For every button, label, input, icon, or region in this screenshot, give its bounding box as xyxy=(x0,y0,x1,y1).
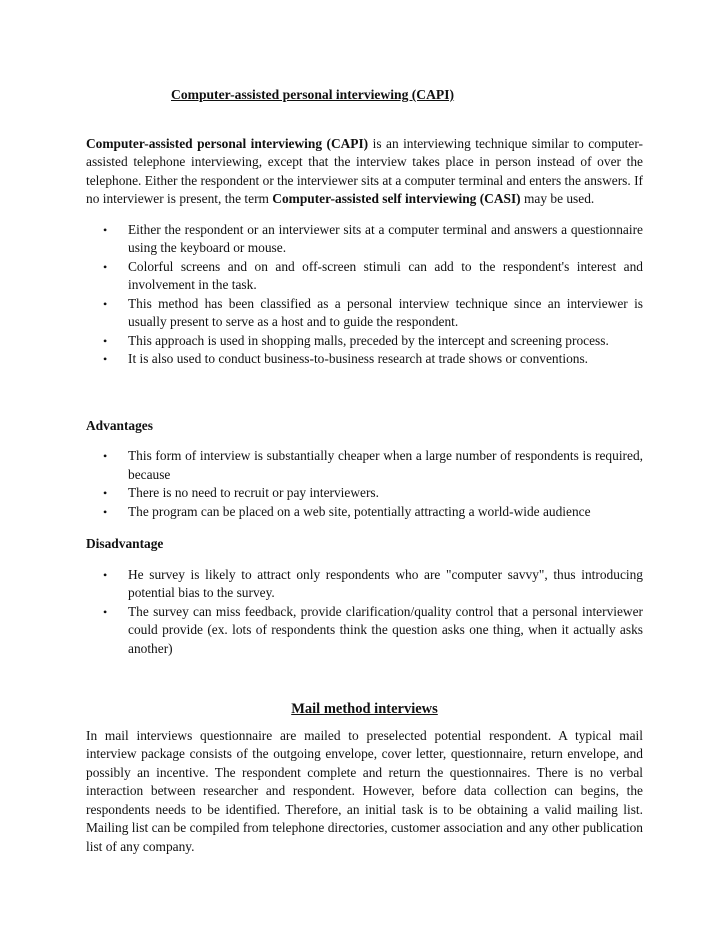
casi-term: Computer-assisted self interviewing (CASI) xyxy=(272,191,521,206)
list-item xyxy=(86,258,643,295)
list-item-text: He survey is likely to attract only respondents who are "computer savvy", thus introducing potential bias to the survey. xyxy=(128,566,643,600)
list-item-text: This form of interview is substantially cheaper when a large number of respondents is required, because xyxy=(128,448,643,482)
disadvantage-list xyxy=(86,566,643,659)
mail-title: Mail method interviews xyxy=(291,701,438,717)
list-item xyxy=(86,221,643,258)
list-item-text: The survey can miss feedback, provide clarification/quality control that a personal interviewer could provide (ex. lots of respondents think the question asks one thing, when it actually asks another) xyxy=(128,603,643,656)
capi-intro-text-1: is an interviewing technique similar to computer-assisted telephone interviewing, except that the interview takes place in person instead of over the telephone. Either the respondent or the interviewer sits at a computer terminal and enters the answers. If no interviewer is present, the term xyxy=(86,135,643,206)
bullet-icon: • xyxy=(103,449,108,463)
capi-intro-text-2: may be used. xyxy=(520,191,595,206)
capi-term: Computer-assisted personal interviewing (CAPI) xyxy=(86,135,369,151)
list-item-text: Either the respondent or an interviewer sits at a computer terminal and answers a questionnaire using the keyboard or mouse. xyxy=(128,221,643,255)
bullet-icon: • xyxy=(103,504,108,519)
capi-title: Computer-assisted personal interviewing (CAPI) xyxy=(171,87,455,102)
bullet-icon: • xyxy=(103,486,108,500)
bullet-icon: • xyxy=(103,296,108,311)
list-item xyxy=(86,295,643,332)
bullet-icon: • xyxy=(103,259,108,274)
list-item-text: This approach is used in shopping malls, preceded by the intercept and screening process. xyxy=(128,332,609,348)
list-item-text: Colorful screens and on and off-screen stimuli can add to the respondent's interest and involvement in the task. xyxy=(128,258,643,292)
list-item xyxy=(86,503,643,522)
list-item-text: This method has been classified as a personal interview technique since an interviewer is usually present to serve as a host and to guide the respondent. xyxy=(128,295,643,329)
list-item xyxy=(86,484,643,503)
mail-paragraph: In mail interviews questionnaire are mailed to preselected potential respondent. A typical mail interview package consists of the outgoing envelope, cover letter, questionnaire, return envelope, and possibly an incentive. The respondent complete and return the questionnaires. There is no verbal interaction between researcher and respondent. However, before data collection can begins, the respondents needs to be identified. Therefore, an initial task is to be obtaining a valid mailing list. Mailing list can be compiled from telephone directories, customer association and any other publication list of any company. xyxy=(86,727,643,854)
list-item-text: There is no need to recruit or pay interviewers. xyxy=(128,485,379,500)
advantages-list xyxy=(86,447,643,521)
list-item xyxy=(86,447,643,484)
list-item-text: It is also used to conduct business-to-business research at trade shows or conventions. xyxy=(128,351,589,366)
list-item xyxy=(86,566,643,603)
bullet-icon: • xyxy=(103,333,108,348)
advantages-heading: Advantages xyxy=(86,417,153,433)
document-content xyxy=(86,86,643,856)
list-item xyxy=(86,603,643,659)
capi-intro-paragraph xyxy=(86,135,643,209)
disadvantage-heading: Disadvantage xyxy=(86,536,164,551)
list-item xyxy=(86,332,643,351)
bullet-icon: • xyxy=(103,222,108,237)
list-item-text: The program can be placed on a web site, potentially attracting a world-wide audience xyxy=(128,503,591,519)
bullet-icon: • xyxy=(103,352,108,366)
capi-bullet-list xyxy=(86,221,643,369)
bullet-icon: • xyxy=(103,567,108,582)
bullet-icon: • xyxy=(103,604,108,619)
list-item xyxy=(86,350,643,369)
